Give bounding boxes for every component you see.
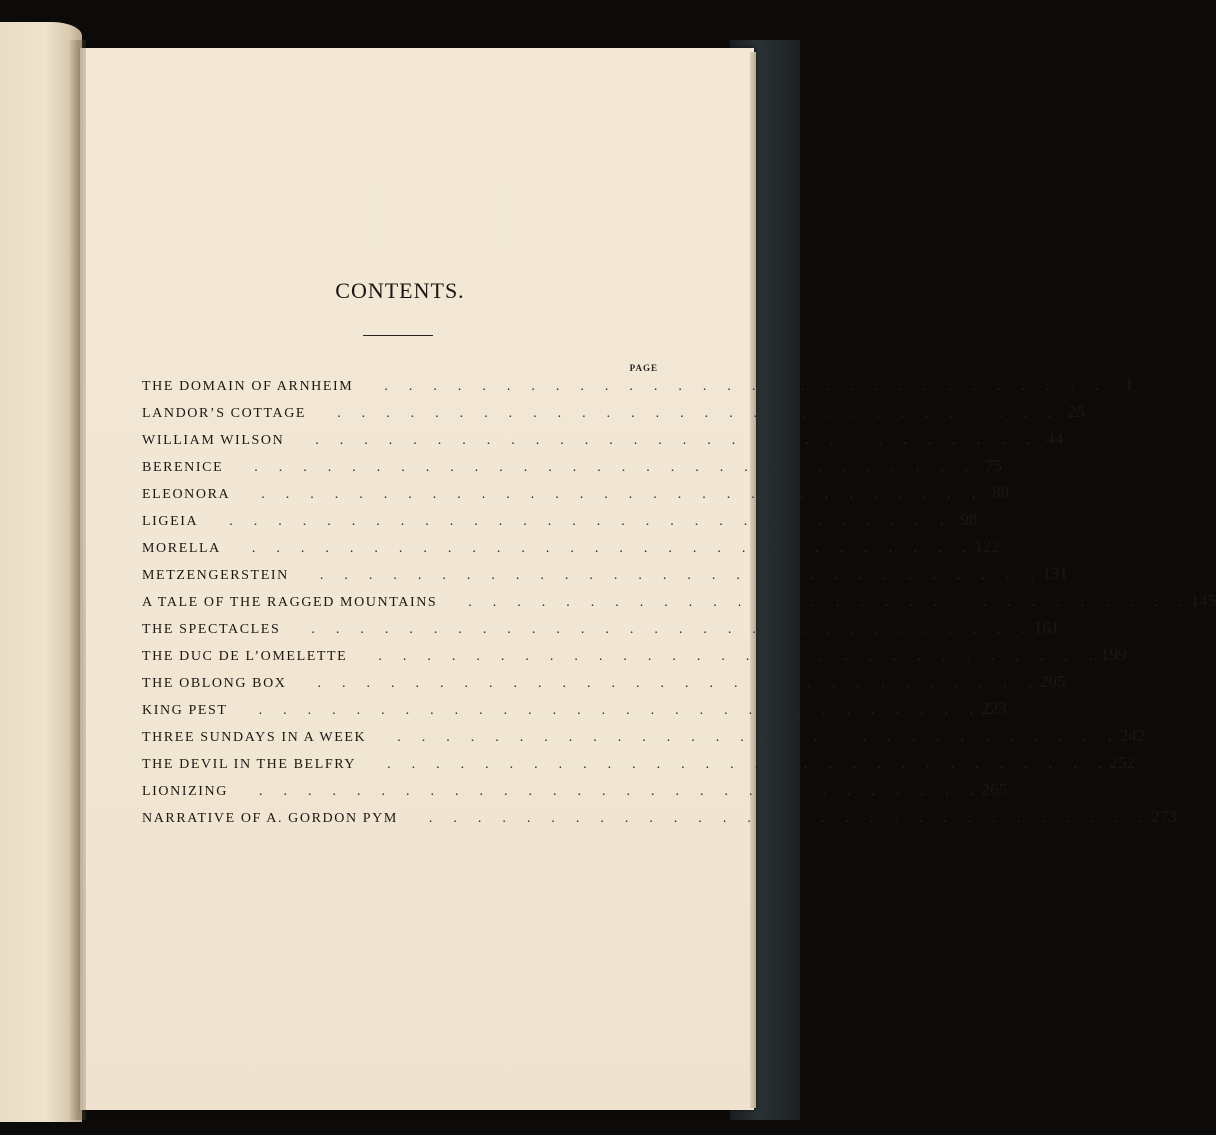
toc-entry	[142, 618, 1060, 645]
dot-leader: . . . . . . . . . . . . . . . . . . . . . . . . . . . . . .	[290, 622, 1026, 637]
toc-entry-page-number: 75	[985, 456, 1003, 475]
toc-entry-title: THE OBLONG BOX	[142, 676, 287, 691]
page-title: CONTENTS.	[335, 278, 465, 303]
toc-entry	[142, 456, 1003, 483]
toc-entry-page-number: 223	[981, 699, 1007, 718]
toc-entry-title: NARRATIVE OF A. GORDON PYM	[142, 811, 398, 826]
toc-entry	[142, 429, 1064, 456]
dot-leader: . . . . . . . . . . . . . . . . . . . . . . . . . . . . . .	[447, 595, 1183, 610]
toc-entry	[142, 807, 1177, 834]
toc-entry-title: WILLIAM WILSON	[142, 433, 285, 448]
toc-entry	[142, 537, 1000, 564]
title-rule	[363, 335, 433, 336]
toc-entry-title: MORELLA	[142, 541, 221, 556]
toc-entry-page-number: 205	[1040, 672, 1066, 691]
dot-leader: . . . . . . . . . . . . . . . . . . . . . . . . . . . . . .	[237, 703, 973, 718]
toc-entry-title: LIONIZING	[142, 784, 228, 799]
dot-leader: . . . . . . . . . . . . . . . . . . . . . . . . . . . . . .	[237, 784, 973, 799]
toc-entry-page-number: 131	[1042, 564, 1068, 583]
book-gutter	[68, 40, 86, 1120]
toc-entry-page-number: 161	[1033, 618, 1060, 637]
toc-entry-page-number: 199	[1100, 645, 1127, 664]
toc-entry	[142, 699, 1007, 726]
toc-entry-title: THE SPECTACLES	[142, 622, 281, 637]
toc-entry-page-number: 98	[960, 510, 978, 529]
dot-leader: . . . . . . . . . . . . . . . . . . . . . . . . . . . . . .	[366, 757, 1102, 772]
toc-entry-title: METZENGERSTEIN	[142, 568, 289, 583]
toc-entry-title: THREE SUNDAYS IN A WEEK	[142, 730, 367, 745]
page-column-label: PAGE	[629, 363, 658, 373]
toc-entry-page-number: 265	[981, 780, 1007, 799]
toc-entry	[142, 591, 1216, 618]
toc-entry-title: BERENICE	[142, 460, 224, 475]
toc-entry-title: THE DEVIL IN THE BELFRY	[142, 757, 357, 772]
toc-entry	[142, 375, 1133, 402]
dot-leader: . . . . . . . . . . . . . . . . . . . . . . . . . . . . . .	[316, 406, 1052, 421]
toc-entry	[142, 483, 1010, 510]
toc-entry-title: KING PEST	[142, 703, 228, 718]
toc-entry-page-number: I	[1126, 375, 1133, 394]
dot-leader: . . . . . . . . . . . . . . . . . . . . . . . . . . . . . .	[233, 460, 969, 475]
dot-leader: . . . . . . . . . . . . . . . . . . . . . . . . . . . . . .	[296, 676, 1032, 691]
dot-leader: . . . . . . . . . . . . . . . . . . . . . . . . . . . . . .	[298, 568, 1034, 583]
dot-leader: . . . . . . . . . . . . . . . . . . . . . . . . . . . . . .	[240, 487, 976, 502]
toc-entry-title: LANDOR’S COTTAGE	[142, 406, 307, 421]
toc-entry	[142, 726, 1146, 753]
toc-entry-page-number: 242	[1119, 726, 1146, 745]
toc-entry-page-number: 145	[1190, 591, 1216, 610]
toc-entry	[142, 645, 1127, 672]
toc-entry	[142, 780, 1007, 807]
dot-leader: . . . . . . . . . . . . . . . . . . . . . . . . . . . . . .	[208, 514, 944, 529]
toc-entry-page-number: 252	[1109, 753, 1136, 772]
toc-entry-page-number: 88	[992, 483, 1010, 502]
toc-entry-title: ELEONORA	[142, 487, 231, 502]
toc-entry	[142, 672, 1066, 699]
toc-entry-title: THE DUC DE L’OMELETTE	[142, 649, 348, 664]
toc-entry	[142, 402, 1086, 429]
table-of-contents	[142, 375, 1216, 834]
toc-entry	[142, 564, 1068, 591]
dot-leader: . . . . . . . . . . . . . . . . . . . . . . . . . . . . . .	[376, 730, 1112, 745]
toc-entry-page-number: 44	[1046, 429, 1064, 448]
dot-leader: . . . . . . . . . . . . . . . . . . . . . . . . . . . . . .	[407, 811, 1143, 826]
toc-entry	[142, 753, 1136, 780]
dot-leader: . . . . . . . . . . . . . . . . . . . . . . . . . . . . . .	[294, 433, 1030, 448]
toc-entry-page-number: 122	[974, 537, 1000, 556]
dot-leader: . . . . . . . . . . . . . . . . . . . . . . . . . . . . . .	[363, 379, 1099, 394]
dot-leader: . . . . . . . . . . . . . . . . . . . . . . . . . . . . . .	[230, 541, 966, 556]
toc-entry	[142, 510, 978, 537]
toc-entry-title: THE DOMAIN OF ARNHEIM	[142, 379, 354, 394]
toc-entry-title: LIGEIA	[142, 514, 199, 529]
dot-leader: . . . . . . . . . . . . . . . . . . . . . . . . . . . . . .	[357, 649, 1093, 664]
toc-entry-page-number: 25	[1068, 402, 1086, 421]
toc-entry-page-number: 273	[1151, 807, 1177, 826]
toc-entry-title: A TALE OF THE RAGGED MOUNTAINS	[142, 595, 438, 610]
